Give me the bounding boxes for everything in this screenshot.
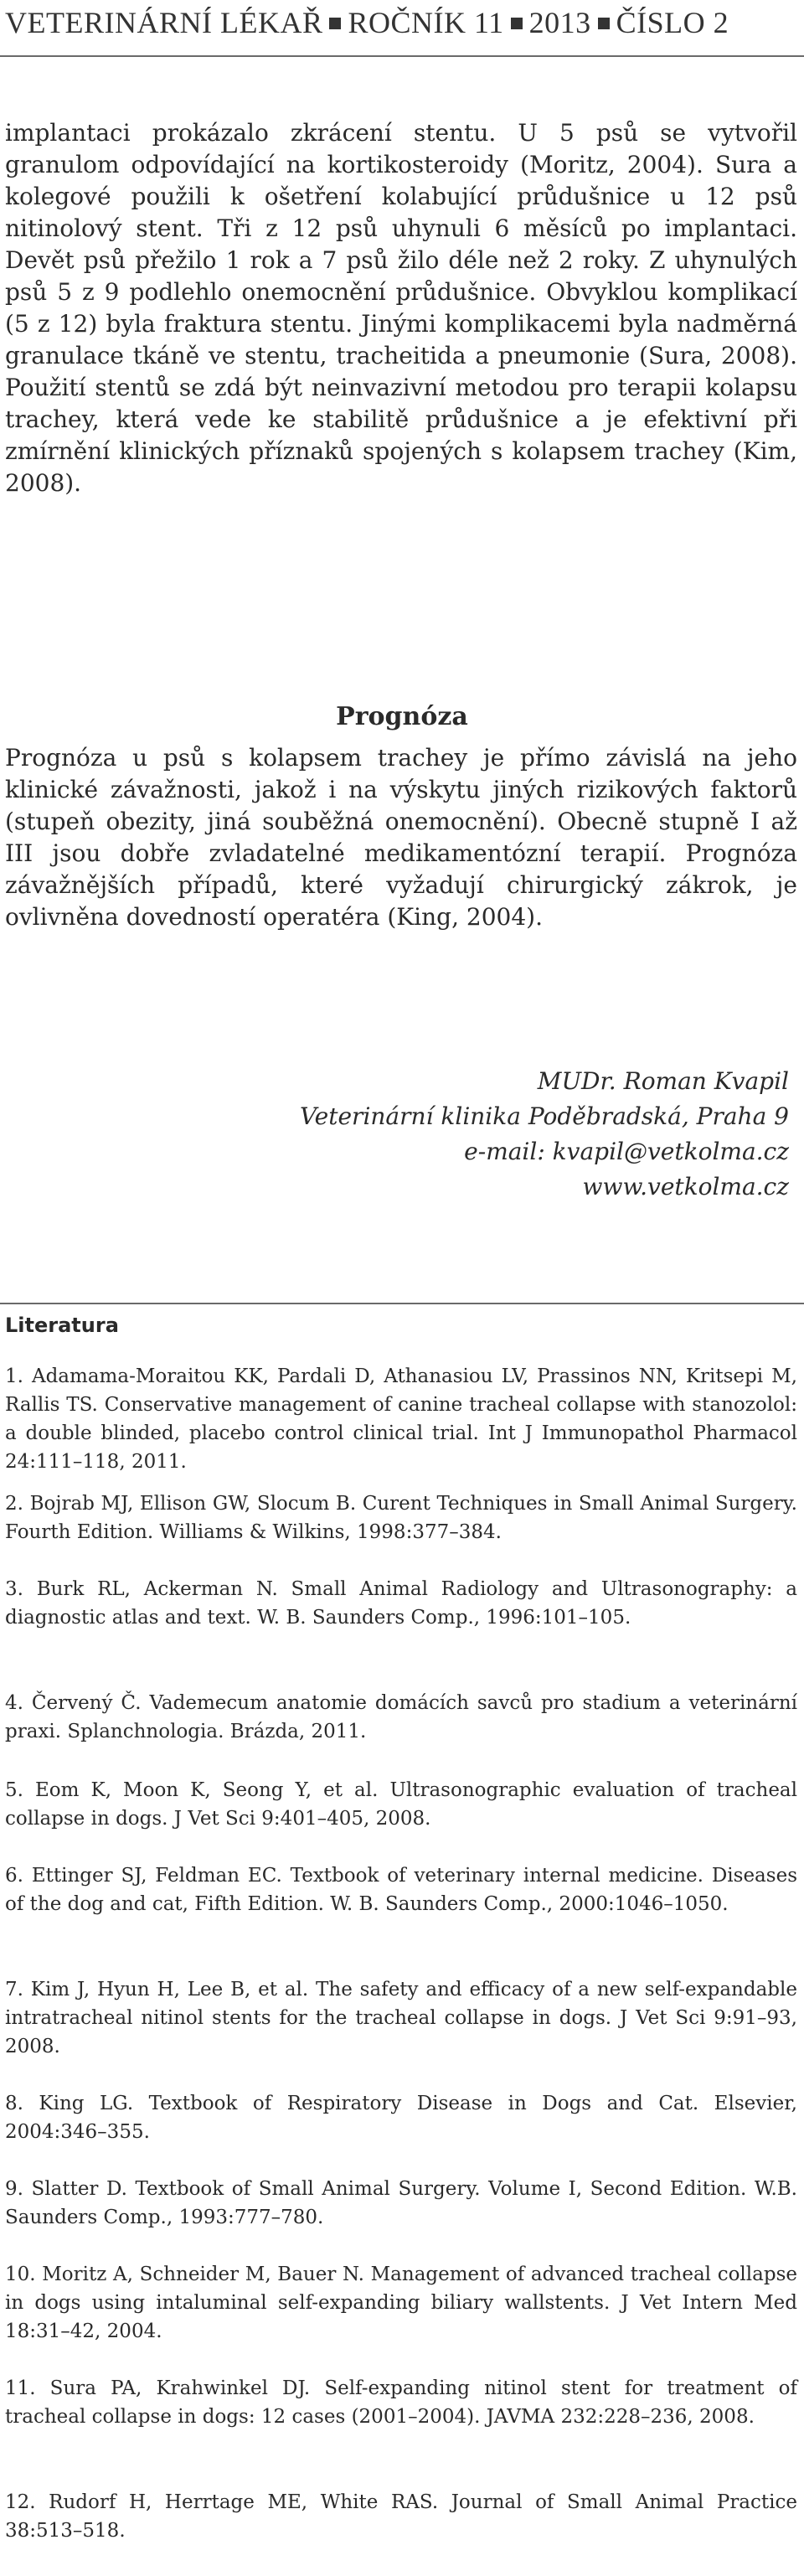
author-website: www.vetkolma.cz [582, 1173, 789, 1200]
reference-item: 8. King LG. Textbook of Respiratory Disease in Dogs and Cat. Elsevier, 2004:346–355. [5, 2093, 797, 2143]
reference-item: 6. Ettinger SJ, Feldman EC. Textbook of veterinary internal medicine. Diseases of the dog and cat, Fifth Edition. W. B. Saunders Comp., 2000:1046–1050. [5, 1865, 797, 1915]
reference-item: 1. Adamama-Moraitou KK, Pardali D, Athanasiou LV, Prassinos NN, Kritsepi M, Rallis TS. Conservative management of canine tracheal collapse with stanozolol: a double blinded, placebo control clinical trial. Int J Immunopathol Pharmacol 24:111–118, 2011. [5, 1365, 797, 1473]
author-clinic: Veterinární klinika Poděbradská, Praha 9 [300, 1102, 789, 1130]
reference-item: 2. Bojrab MJ, Ellison GW, Slocum B. Curent Techniques in Small Animal Surgery. Fourth Edition. Williams & Wilkins, 1998:377–384. [5, 1493, 797, 1543]
section-heading-prognosis: Prognóza [336, 702, 468, 731]
author-name: MUDr. Roman Kvapil [537, 1067, 789, 1095]
journal-name: VETERINÁRNÍ LÉKAŘ [5, 6, 323, 39]
issue-label: ČÍSLO 2 [616, 6, 729, 39]
body-paragraph-1: implantaci prokázalo zkrácení stentu. U 5 psů se vytvořil granulom odpovídající na kortikosteroidy (Moritz, 2004). Sura a kolegové použili k ošetření kolabující průdušnice u 12 psů nitinolový stent. Tři z 12 psů uhynuli 6 měsíců po implantaci. Devět psů přežilo 1 rok a 7 psů žilo déle než 2 roky. Z uhynulých psů 5 z 9 podlehlo onemocnění průdušnice. Obvyklou komplikací (5 z 12) byla fraktura stentu. Jinými komplikacemi byla nadměrná granulace tkáně ve stentu, tracheitida a pneumonie (Sura, 2008). Použití stentů se zdá být neinvazivní metodou pro terapii kolapsu trachey, která vede ke stabilitě průdušnice a je efektivní při zmírnění klinických příznaků spojených s kolapsem trachey (Kim, 2008). [5, 119, 797, 497]
reference-item: 7. Kim J, Hyun H, Lee B, et al. The safety and efficacy of a new self-expandable intratracheal nitinol stents for the tracheal collapse in dogs. J Vet Sci 9:91–93, 2008. [5, 1979, 797, 2057]
author-email: e-mail: kvapil@vetkolma.cz [464, 1138, 789, 1165]
reference-item: 9. Slatter D. Textbook of Small Animal Surgery. Volume I, Second Edition. W.B. Saunders Comp., 1993:777–780. [5, 2178, 797, 2228]
running-header [0, 0, 804, 57]
square-separator-icon [598, 18, 610, 29]
year-label: 2013 [528, 6, 591, 39]
section-divider [0, 1303, 804, 1304]
square-separator-icon [329, 18, 341, 29]
reference-item: 12. Rudorf H, Herrtage ME, White RAS. Journal of Small Animal Practice 38:513–518. [5, 2491, 797, 2542]
reference-item: 3. Burk RL, Ackerman N. Small Animal Radiology and Ultrasonography: a diagnostic atlas and text. W. B. Saunders Comp., 1996:101–105. [5, 1578, 797, 1629]
literature-heading: Literatura [5, 1314, 119, 1337]
volume-label: ROČNÍK 11 [348, 6, 504, 39]
reference-item: 4. Červený Č. Vademecum anatomie domácích savců pro stadium a veterinární praxi. Splanchnologia. Brázda, 2011. [5, 1692, 797, 1742]
signature-block [35, 1064, 789, 1205]
square-separator-icon [511, 18, 523, 29]
reference-item: 11. Sura PA, Krahwinkel DJ. Self-expanding nitinol stent for treatment of tracheal collapse in dogs: 12 cases (2001–2004). JAVMA 232:228–236, 2008. [5, 2377, 797, 2428]
reference-item: 5. Eom K, Moon K, Seong Y, et al. Ultrasonographic evaluation of tracheal collapse in dogs. J Vet Sci 9:401–405, 2008. [5, 1779, 797, 1830]
reference-item: 10. Moritz A, Schneider M, Bauer N. Management of advanced tracheal collapse in dogs using intaluminal self-expanding biliary wallstents. J Vet Intern Med 18:31–42, 2004. [5, 2264, 797, 2342]
header-text [5, 5, 729, 40]
body-paragraph-2: Prognóza u psů s kolapsem trachey je přímo závislá na jeho klinické závažnosti, jakož i na výskytu jiných rizikových faktorů (stupeň obezity, jiná souběžná onemocnění). Obecně stupně I až III jsou dobře zvladatelné medikamentózní terapií. Prognóza závažnějších případů, které vyžadují chirurgický zákrok, je ovlivněna dovedností operatéra (King, 2004). [5, 744, 797, 931]
